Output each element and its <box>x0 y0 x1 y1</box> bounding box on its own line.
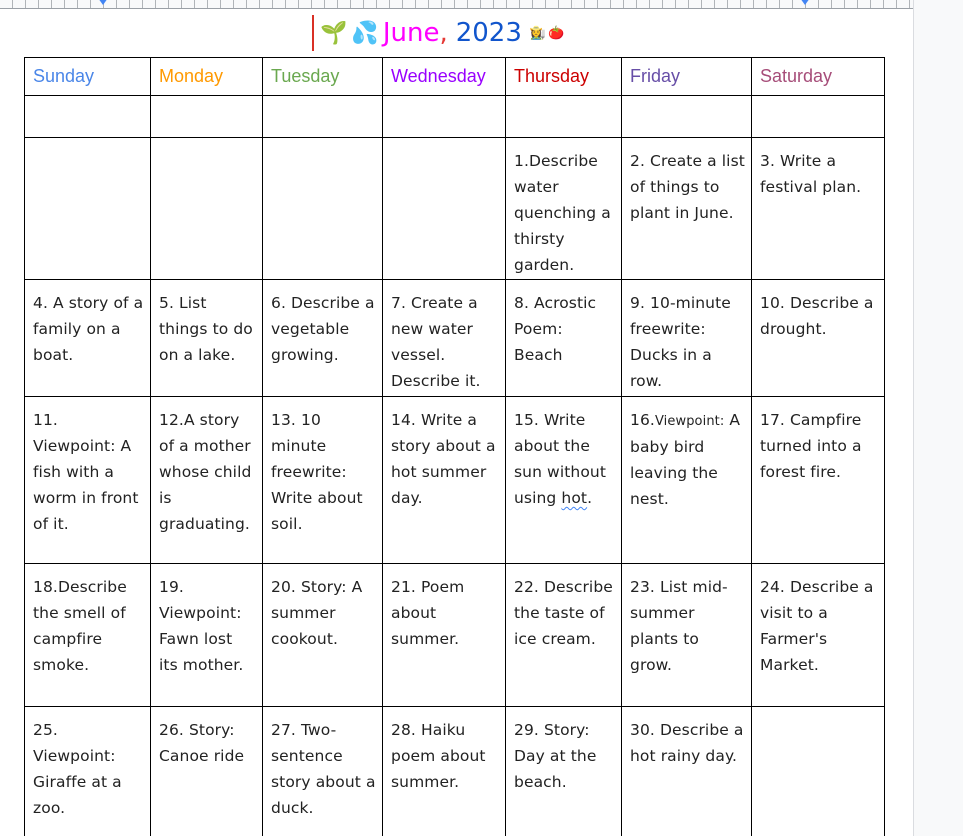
prompt-text: 30. Describe a hot rainy day. <box>630 721 744 765</box>
prompt-text: 24. Describe a visit to a Farmer's Market. <box>760 578 874 674</box>
prompt-text: 18.Describe the smell of campfire smoke. <box>33 578 127 674</box>
blank-cell[interactable] <box>151 96 263 138</box>
farmer-icon: 👩‍🌾 <box>529 25 547 41</box>
day-cell-22[interactable] <box>506 564 622 707</box>
blank-cell[interactable] <box>25 96 151 138</box>
prompt-text: 19. Viewpoint: Fawn lost its mother. <box>159 578 244 674</box>
prompt-text: 12.A story of a mother whose child is graduating. <box>159 411 252 533</box>
day-cell-18[interactable] <box>25 564 151 707</box>
day-cell-20[interactable] <box>263 564 383 707</box>
prompt-text: 25. Viewpoint: Giraffe at a zoo. <box>33 721 122 817</box>
prompt-text: 1.Describe water quenching a thirsty garden. <box>514 152 611 274</box>
header-tuesday[interactable]: Tuesday <box>263 58 383 96</box>
prompt-text: 27. Two-sentence story about a duck. <box>271 721 376 817</box>
day-cell-15[interactable] <box>506 397 622 564</box>
prompt-text: 11. Viewpoint: A fish with a worm in front of it. <box>33 411 139 533</box>
week-row-2 <box>25 280 885 397</box>
week-row-1 <box>25 138 885 280</box>
day-cell-3[interactable] <box>752 138 885 280</box>
blank-cell[interactable] <box>752 96 885 138</box>
text-cursor <box>312 15 314 51</box>
prompt-text: 28. Haiku poem about summer. <box>391 721 486 791</box>
prompt-text: 23. List mid-summer plants to grow. <box>630 578 728 674</box>
day-cell-23[interactable] <box>622 564 752 707</box>
right-margin-area <box>913 0 963 836</box>
day-cell-26[interactable] <box>151 707 263 836</box>
prompt-text-part: 15. Write about the sun without using <box>514 411 607 507</box>
prompt-text: 21. Poem about summer. <box>391 578 465 648</box>
right-indent-marker[interactable] <box>800 0 810 5</box>
blank-row <box>25 96 885 138</box>
day-cell-4[interactable] <box>25 280 151 397</box>
day-cell-21[interactable] <box>383 564 506 707</box>
prompt-text: 22. Describe the taste of ice cream. <box>514 578 613 648</box>
prompt-text: 20. Story: A summer cookout. <box>271 578 363 648</box>
day-cell-8[interactable] <box>506 280 622 397</box>
title-month: June <box>382 18 440 48</box>
day-cell-10[interactable] <box>752 280 885 397</box>
calendar-table <box>24 57 885 836</box>
week-row-4 <box>25 564 885 707</box>
seedling-icon: 🌱 <box>320 20 348 46</box>
day-cell-28[interactable] <box>383 707 506 836</box>
day-cell-9[interactable] <box>622 280 752 397</box>
day-cell-7[interactable] <box>383 280 506 397</box>
prompt-text: 2. Create a list of things to plant in June. <box>630 152 745 222</box>
day-cell-11[interactable] <box>25 397 151 564</box>
day-cell-19[interactable] <box>151 564 263 707</box>
day-cell-25[interactable] <box>25 707 151 836</box>
prompt-text: 17. Campfire turned into a forest fire. <box>760 411 862 481</box>
sweat-droplets-icon: 💦 <box>351 20 379 46</box>
header-friday[interactable]: Friday <box>622 58 752 96</box>
left-indent-marker[interactable] <box>98 0 108 5</box>
blank-cell[interactable] <box>622 96 752 138</box>
day-header-row <box>25 58 885 96</box>
day-cell-27[interactable] <box>263 707 383 836</box>
day-cell[interactable] <box>263 138 383 280</box>
header-monday[interactable]: Monday <box>151 58 263 96</box>
prompt-text: 7. Create a new water vessel. Describe it. <box>391 294 481 390</box>
prompt-text-part: A baby bird leaving the nest. <box>630 411 741 508</box>
day-cell-13[interactable] <box>263 397 383 564</box>
day-cell-30[interactable] <box>622 707 752 836</box>
day-cell-2[interactable] <box>622 138 752 280</box>
tomato-icon: 🍅 <box>548 25 565 41</box>
calendar-title <box>312 13 564 53</box>
blank-cell[interactable] <box>383 96 506 138</box>
header-sunday[interactable]: Sunday <box>25 58 151 96</box>
title-year: 2023 <box>455 18 522 48</box>
day-cell-17[interactable] <box>752 397 885 564</box>
prompt-text: 14. Write a story about a hot summer day. <box>391 411 496 507</box>
header-saturday[interactable]: Saturday <box>752 58 885 96</box>
day-cell-6[interactable] <box>263 280 383 397</box>
document-page[interactable] <box>0 9 913 836</box>
prompt-text: 3. Write a festival plan. <box>760 152 862 196</box>
prompt-text: 5. List things to do on a lake. <box>159 294 253 364</box>
prompt-text: 6. Describe a vegetable growing. <box>271 294 375 364</box>
prompt-text: 4. A story of a family on a boat. <box>33 294 144 364</box>
day-cell-16[interactable] <box>622 397 752 564</box>
prompt-text: 10. Describe a drought. <box>760 294 874 338</box>
blank-cell[interactable] <box>506 96 622 138</box>
prompt-text: 9. 10-minute freewrite: Ducks in a row. <box>630 294 731 390</box>
prompt-text-part: . <box>587 489 593 507</box>
prompt-text: 29. Story: Day at the beach. <box>514 721 597 791</box>
week-row-3 <box>25 397 885 564</box>
header-thursday[interactable]: Thursday <box>506 58 622 96</box>
week-row-5 <box>25 707 885 836</box>
day-cell[interactable] <box>25 138 151 280</box>
day-cell[interactable] <box>151 138 263 280</box>
horizontal-ruler[interactable] <box>0 0 913 9</box>
prompt-text: 8. Acrostic Poem: Beach <box>514 294 597 364</box>
prompt-text-part: 16. <box>630 411 655 429</box>
day-cell-24[interactable] <box>752 564 885 707</box>
day-cell-1[interactable] <box>506 138 622 280</box>
day-cell-29[interactable] <box>506 707 622 836</box>
prompt-text <box>514 411 606 507</box>
prompt-text-part: Viewpoint: <box>654 414 725 429</box>
prompt-text: 13. 10 minute freewrite: Write about soil. <box>271 411 363 533</box>
title-comma: , <box>439 18 448 48</box>
blank-cell[interactable] <box>263 96 383 138</box>
day-cell-12[interactable] <box>151 397 263 564</box>
spellcheck-flagged-word[interactable]: hot <box>561 489 588 507</box>
day-cell-5[interactable] <box>151 280 263 397</box>
day-cell-14[interactable] <box>383 397 506 564</box>
day-cell[interactable] <box>383 138 506 280</box>
prompt-text <box>630 411 740 508</box>
header-wednesday[interactable]: Wednesday <box>383 58 506 96</box>
day-cell[interactable] <box>752 707 885 836</box>
prompt-text: 26. Story: Canoe ride <box>159 721 245 765</box>
